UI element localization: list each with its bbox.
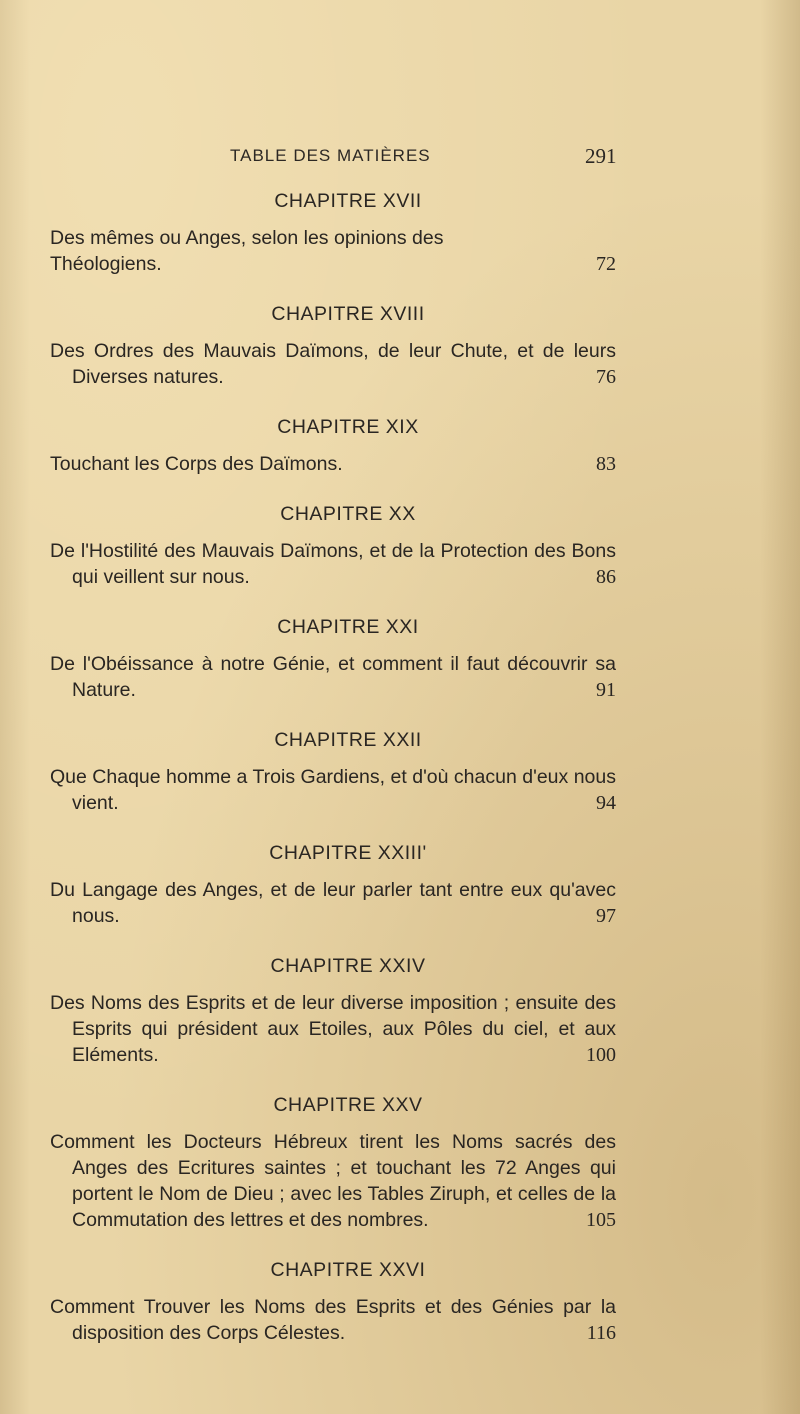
table-of-contents [50,188,616,1370]
chapter-xvii [50,188,616,277]
chapter-page-ref: 86 [596,566,616,588]
chapter-entry [50,538,616,590]
running-head [0,144,800,174]
chapter-page-ref: 97 [596,905,616,927]
chapter-title: De l'Hostilité des Mauvais Daïmons, et de la Protection des Bons qui veillent sur nous. [50,540,616,588]
chapter-heading: CHAPITRE XX [280,503,416,525]
chapter-heading: CHAPITRE XXI [277,616,419,638]
chapter-xxii [50,727,616,816]
chapter-heading: CHAPITRE XXIII' [269,842,427,864]
chapter-page-ref: 116 [586,1322,616,1344]
chapter-xx [50,501,616,590]
chapter-page-ref: 100 [586,1044,616,1066]
chapter-entry [50,651,616,703]
chapter-xxiv [50,953,616,1068]
chapter-entry [50,451,616,477]
chapter-entry [50,1294,616,1346]
chapter-heading: CHAPITRE XXVI [270,1259,426,1281]
chapter-page-ref: 76 [596,366,616,388]
chapter-heading: CHAPITRE XVII [274,190,422,212]
chapter-page-ref: 91 [596,679,616,701]
page-number: 291 [585,144,617,168]
chapter-title: Des Ordres des Mauvais Daïmons, de leur Chute, et de leurs Diverses natures. [50,340,616,388]
chapter-title: De l'Obéissance à notre Génie, et comment il faut découvrir sa Nature. [50,653,616,701]
running-title: TABLE DES MATIÈRES [230,146,431,165]
chapter-xxiii [50,840,616,929]
chapter-entry [50,225,616,277]
chapter-heading: CHAPITRE XXV [273,1094,423,1116]
chapter-title: Comment Trouver les Noms des Esprits et des Génies par la disposition des Corps Célestes. [50,1296,616,1344]
chapter-title: Que Chaque homme a Trois Gardiens, et d'où chacun d'eux nous vient. [50,766,616,814]
chapter-xxi [50,614,616,703]
chapter-page-ref: 94 [596,792,616,814]
chapter-page-ref: 83 [596,453,616,475]
chapter-title: Du Langage des Anges, et de leur parler tant entre eux qu'avec nous. [50,879,616,927]
chapter-heading: CHAPITRE XIX [277,416,419,438]
chapter-heading: CHAPITRE XXIV [270,955,426,977]
chapter-title: Comment les Docteurs Hébreux tirent les Noms sacrés des Anges des Ecritures saintes ; et touchant les 72 Anges qui portent le Nom de Dieu ; avec les Tables Ziruph, et celles de la Commutation des lettres et des nombres. [50,1131,616,1231]
chapter-title: Des Noms des Esprits et de leur diverse imposition ; ensuite des Esprits qui président aux Etoiles, aux Pôles du ciel, et aux Eléments. [50,992,616,1066]
chapter-entry [50,877,616,929]
chapter-page-ref: 72 [596,253,616,275]
chapter-xxv [50,1092,616,1233]
chapter-entry [50,338,616,390]
chapter-entry [50,990,616,1068]
chapter-xix [50,414,616,477]
chapter-entry [50,764,616,816]
chapter-title: Des mêmes ou Anges, selon les opinions des Théologiens. [50,227,444,275]
chapter-heading: CHAPITRE XXII [274,729,422,751]
chapter-heading: CHAPITRE XVIII [271,303,425,325]
chapter-page-ref: 105 [586,1209,616,1231]
chapter-xxvi [50,1257,616,1346]
chapter-xviii [50,301,616,390]
chapter-entry [50,1129,616,1233]
chapter-title: Touchant les Corps des Daïmons. [50,453,343,475]
